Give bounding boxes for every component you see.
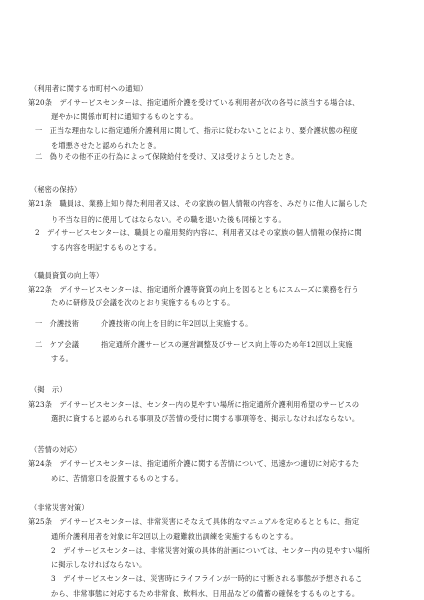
section-heading: （非常災害対策） [30, 503, 89, 512]
section-heading: （掲 示） [30, 385, 67, 394]
body-line: する。 [51, 354, 74, 363]
body-line: 第23条 デイサービスセンターは、センター内の見やすい場所に指定通所介護利用希望のサービスの [28, 400, 360, 409]
body-line: 2 デイサービスセンターは、非常災害対策の具体的計画については、センター内の見やすい場所 [51, 546, 371, 555]
body-line: 二 ケア会議 指定通所介護サービスの運営調整及びサービス向上等のため年12回以上実施 [35, 340, 353, 349]
body-line: から、非常事態に対応するため非常食、飲料水、日用品などの備蓄の確保をするものとする。 [51, 589, 360, 598]
body-line: 一 正当な理由なしに指定通所介護利用に関して、指示に従わないことにより、要介護状態の程度 [35, 126, 358, 135]
body-line: 選択に資すると認められる事項及び苦情の受付に関する事項等を、掲示しなければならない。 [51, 414, 360, 423]
body-line: 通所介護利用者を対象に年2回以上の避難救出訓練を実施するものとする。 [51, 532, 298, 541]
body-line: 第24条 デイサービスセンターは、指定通所介護に関する苦情について、迅速かつ適切に対応するた [28, 459, 360, 468]
body-line: 遅やかに関係市町村に通知するものとする。 [51, 112, 198, 121]
body-line: ために研修及び会議を次のとおり実施するものとする。 [51, 298, 235, 307]
body-line: 第25条 デイサービスセンターは、非常災害にそなえて具体的なマニュアルを定めるとともに、指定 [28, 517, 360, 526]
body-line: する内容を明記するものとする。 [51, 243, 162, 252]
body-line: 2 デイサービスセンターは、職員との雇用契約内容に、利用者又はその家族の個人情報の保持に関 [35, 228, 362, 237]
section-heading: （苦情の対応） [30, 445, 82, 454]
body-line: 一 介護技術 介護技術の向上を目的に年2回以上実施する。 [35, 319, 253, 328]
body-line: 3 デイサービスセンターは、災害時にライフラインが一時的に寸断される事態が予想されるこ [51, 574, 363, 583]
body-line: り不当な目的に使用してはならない。その職を退いた後も同様とする。 [51, 215, 286, 224]
body-line: 第22条 デイサービスセンターは、指定通所介護等資質の向上を図るとともにスムーズに業務を行う [28, 285, 359, 294]
body-line: めに、苦情窓口を設置するものとする。 [51, 474, 184, 483]
body-line: 第20条 デイサービスセンターは、指定通所介護を受けている利用者が次の各号に該当する場合は、 [28, 98, 360, 107]
body-line: に掲示しなければならない。 [51, 560, 147, 569]
body-line: 第21条 職員は、業務上知り得た利用者又は、その家族の個人情報の内容を、みだりに他人に漏らした [28, 199, 368, 208]
body-line: 二 偽りその他不正の行為によって保険給付を受け、又は受けようとしたとき。 [35, 152, 299, 161]
section-heading: （利用者に関する市町村への通知） [30, 84, 148, 93]
body-line: を増悪させたと認められたとき。 [51, 141, 161, 150]
section-heading: （職員資質の向上等） [30, 271, 104, 280]
section-heading: （秘密の保持） [30, 185, 82, 194]
